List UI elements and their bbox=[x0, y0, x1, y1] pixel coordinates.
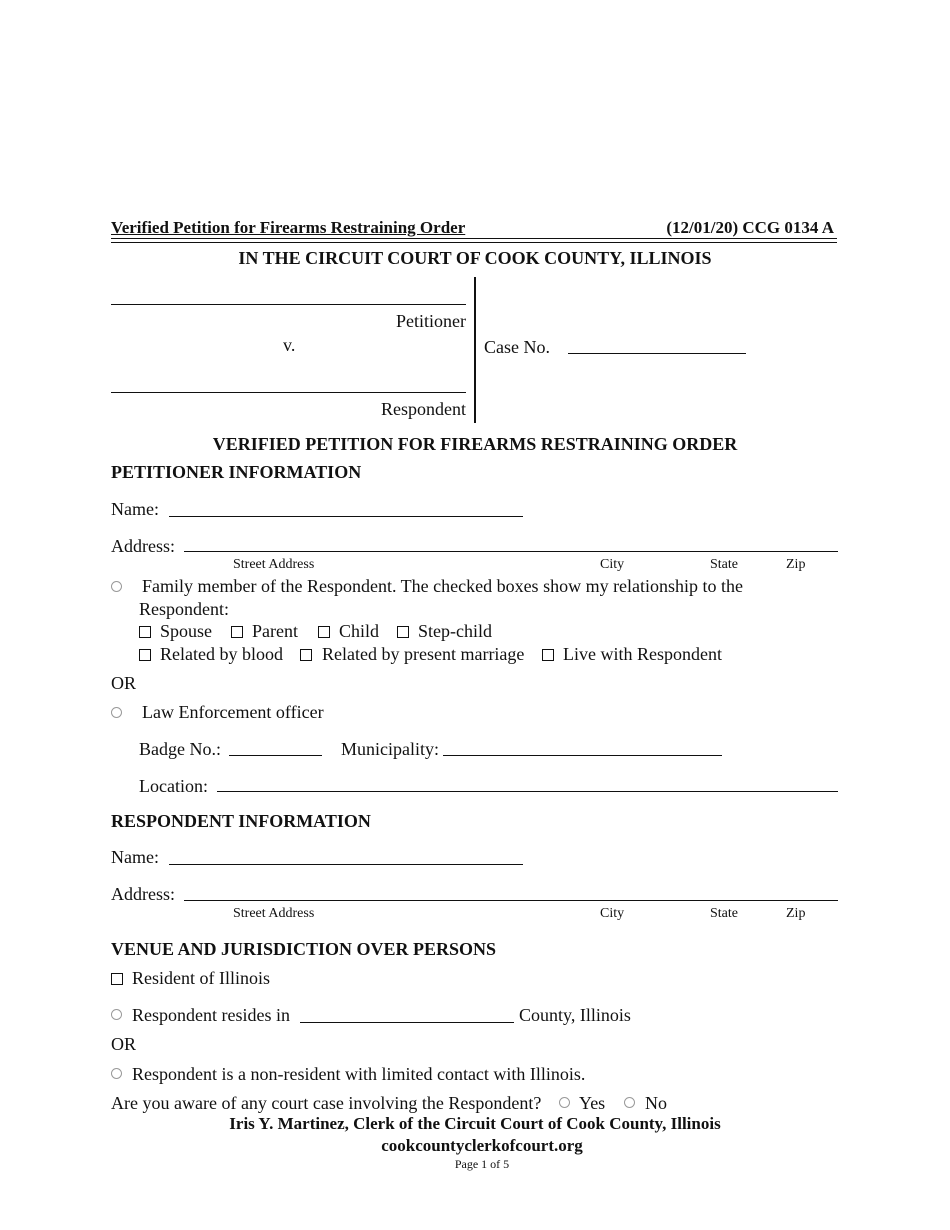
parent-label: Parent bbox=[252, 621, 298, 641]
live-with-label: Live with Respondent bbox=[563, 644, 722, 664]
aware-no-radio[interactable] bbox=[624, 1097, 635, 1108]
petitioner-zip-label: Zip bbox=[786, 557, 806, 572]
venue-heading: VENUE AND JURISDICTION OVER PERSONS bbox=[111, 939, 497, 959]
respondent-name-label: Name: bbox=[111, 847, 159, 867]
form-title: Verified Petition for Firearms Restraining Order bbox=[111, 218, 466, 237]
location-label: Location: bbox=[139, 776, 208, 796]
clerk-footer: Iris Y. Martinez, Clerk of the Circuit Court of Cook County, Illinois bbox=[229, 1114, 721, 1133]
respondent-name-field[interactable] bbox=[169, 864, 523, 865]
petitioner-info-heading: PETITIONER INFORMATION bbox=[111, 462, 362, 482]
blood-checkbox[interactable] bbox=[139, 649, 151, 661]
petitioner-city-label: City bbox=[600, 557, 625, 572]
child-label: Child bbox=[339, 621, 380, 641]
court-heading: IN THE CIRCUIT COURT OF COOK COUNTY, ILLINOIS bbox=[238, 248, 712, 268]
petitioner-street-label: Street Address bbox=[233, 557, 315, 572]
form-code: (12/01/20) CCG 0134 A bbox=[666, 218, 834, 237]
resident-checkbox[interactable] bbox=[111, 973, 123, 985]
petitioner-state-label: State bbox=[710, 557, 738, 572]
respondent-info-heading: RESPONDENT INFORMATION bbox=[111, 811, 371, 831]
resident-label: Resident of Illinois bbox=[132, 968, 270, 988]
law-enforcement-option: Law Enforcement officer bbox=[142, 702, 324, 722]
non-resident-radio[interactable] bbox=[111, 1068, 122, 1079]
family-member-option: Family member of the Respondent. The checked boxes show my relationship to the bbox=[142, 576, 744, 596]
header-rule-bottom bbox=[111, 242, 837, 243]
badge-label: Badge No.: bbox=[139, 739, 221, 759]
case-no-label: Case No. bbox=[484, 337, 550, 357]
municipality-label: Municipality: bbox=[341, 739, 439, 759]
header-rule-top bbox=[111, 238, 837, 239]
page-number: Page 1 of 5 bbox=[454, 1157, 510, 1171]
stepchild-label: Step-child bbox=[418, 621, 492, 641]
respondent-state-label: State bbox=[710, 906, 738, 921]
non-resident-label: Respondent is a non-resident with limited contact with Illinois. bbox=[132, 1064, 586, 1084]
respondent-zip-label: Zip bbox=[786, 906, 806, 921]
aware-yes-radio[interactable] bbox=[559, 1097, 570, 1108]
case-no-field[interactable] bbox=[568, 353, 746, 354]
stepchild-checkbox[interactable] bbox=[397, 626, 409, 638]
versus-label: v. bbox=[283, 335, 296, 355]
aware-question: Are you aware of any court case involving the Respondent? bbox=[111, 1093, 542, 1113]
marriage-checkbox[interactable] bbox=[300, 649, 312, 661]
website-footer: cookcountyclerkofcourt.org bbox=[381, 1136, 583, 1155]
petitioner-label: Petitioner bbox=[396, 311, 466, 331]
county-suffix: County, Illinois bbox=[519, 1005, 631, 1025]
child-checkbox[interactable] bbox=[318, 626, 330, 638]
family-member-option-cont: Respondent: bbox=[139, 599, 229, 619]
family-member-radio[interactable] bbox=[111, 581, 122, 592]
location-field[interactable] bbox=[217, 791, 838, 792]
parent-checkbox[interactable] bbox=[231, 626, 243, 638]
respondent-name-line[interactable] bbox=[111, 392, 466, 393]
respondent-city-label: City bbox=[600, 906, 625, 921]
or-label-2: OR bbox=[111, 1034, 137, 1054]
respondent-street-label: Street Address bbox=[233, 906, 315, 921]
respondent-label: Respondent bbox=[381, 399, 466, 419]
marriage-label: Related by present marriage bbox=[322, 644, 525, 664]
badge-field[interactable] bbox=[229, 755, 322, 756]
municipality-field[interactable] bbox=[443, 755, 722, 756]
live-with-checkbox[interactable] bbox=[542, 649, 554, 661]
caption-divider bbox=[474, 277, 476, 423]
blood-label: Related by blood bbox=[160, 644, 283, 664]
aware-yes-label: Yes bbox=[579, 1093, 606, 1113]
petitioner-name-label: Name: bbox=[111, 499, 159, 519]
petitioner-address-label: Address: bbox=[111, 536, 175, 556]
petitioner-address-field[interactable] bbox=[184, 551, 838, 552]
petitioner-name-field[interactable] bbox=[169, 516, 523, 517]
law-enforcement-radio[interactable] bbox=[111, 707, 122, 718]
resides-in-label: Respondent resides in bbox=[132, 1005, 290, 1025]
document-title: VERIFIED PETITION FOR FIREARMS RESTRAINING ORDER bbox=[212, 434, 738, 454]
petitioner-name-line[interactable] bbox=[111, 304, 466, 305]
or-label-1: OR bbox=[111, 673, 137, 693]
aware-no-label: No bbox=[645, 1093, 667, 1113]
respondent-address-field[interactable] bbox=[184, 900, 838, 901]
spouse-checkbox[interactable] bbox=[139, 626, 151, 638]
county-field[interactable] bbox=[300, 1022, 514, 1023]
resides-in-radio[interactable] bbox=[111, 1009, 122, 1020]
respondent-address-label: Address: bbox=[111, 884, 175, 904]
spouse-label: Spouse bbox=[160, 621, 213, 641]
